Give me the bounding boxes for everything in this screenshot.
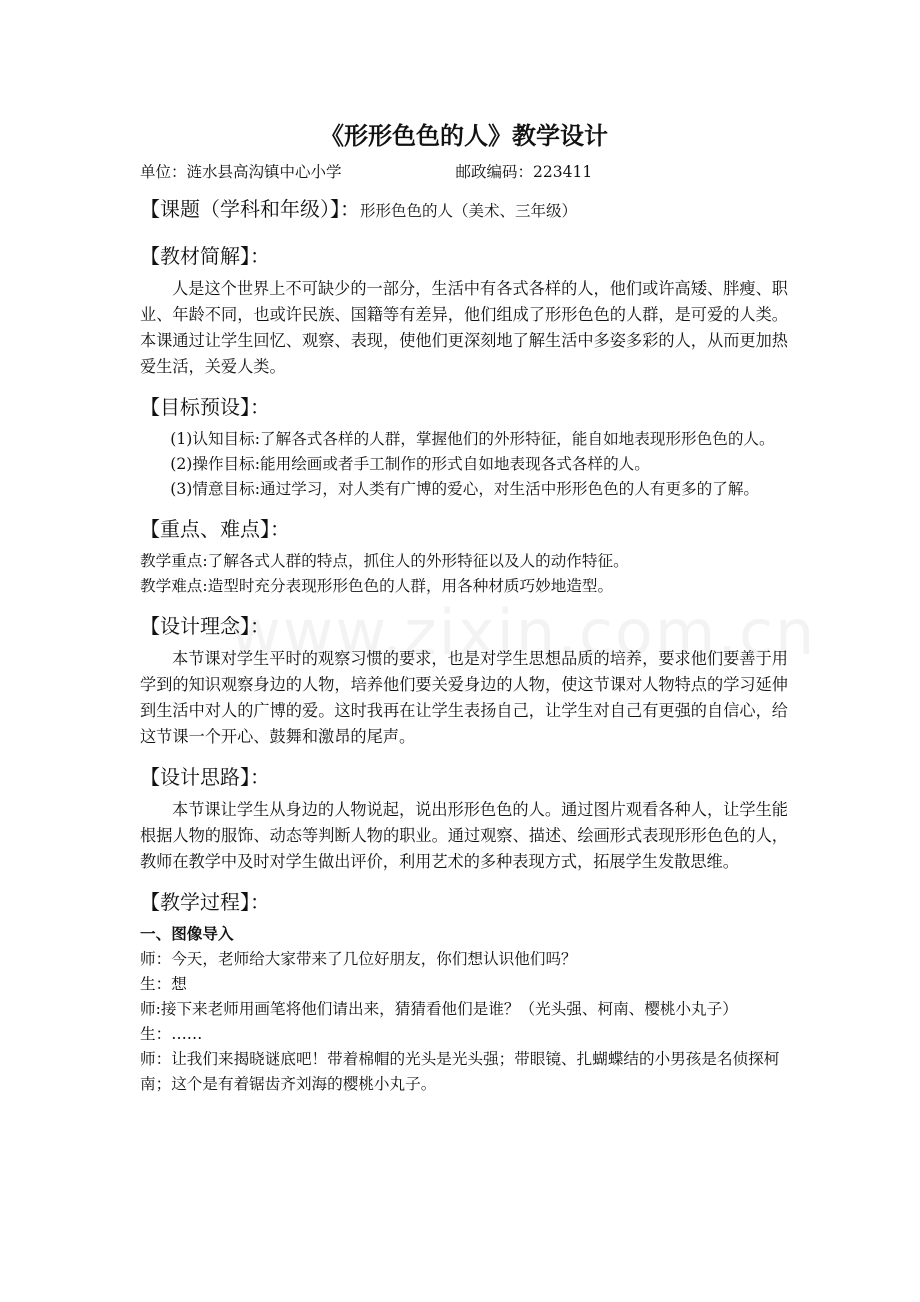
material-paragraph: 人是这个世界上不可缺少的一部分，生活中有各式各样的人，他们或许高矮、胖瘦、职业、年龄不同，也或许民族、国籍等有差异，他们组成了形形色色的人群，是可爱的人类。本课通过让学生回忆、观察、表现，使他们更深刻地了解生活中多姿多彩的人，从而更加热爱生活，关爱人类。 bbox=[140, 279, 788, 376]
goal-label: (3)情意目标: bbox=[170, 480, 260, 498]
teaching-difficulty: 教学难点:造型时充分表现形形色色的人群，用各种材质巧妙地造型。 bbox=[140, 577, 614, 595]
dialogue-line: 师：让我们来揭晓谜底吧！带着棉帽的光头是光头强；带眼镜、扎蝴蝶结的小男孩是名侦探柯南；这个是有着锯齿齐刘海的樱桃小丸子。 bbox=[140, 1050, 780, 1093]
teaching-focus: 教学重点:了解各式人群的特点，抓住人的外形特征以及人的动作特征。 bbox=[140, 552, 629, 570]
unit-text: 单位：涟水县高沟镇中心小学 bbox=[140, 163, 342, 181]
process-subheading: 一、图像导入 bbox=[140, 925, 234, 943]
goal-item bbox=[140, 427, 788, 452]
goal-label: (2)操作目标: bbox=[170, 455, 260, 473]
goal-text: 了解各式各样的人群，掌握他们的外形特征，能自如地表现形形色色的人。 bbox=[260, 430, 775, 448]
key-points-heading: 【重点、难点】： bbox=[140, 517, 290, 541]
goals-heading: 【目标预设】： bbox=[140, 395, 270, 419]
goal-item bbox=[140, 477, 788, 502]
thinking-heading: 【设计思路】： bbox=[140, 765, 270, 789]
goal-label: (1)认知目标: bbox=[170, 430, 260, 448]
topic-heading: 【课题（学科和年级）】： bbox=[140, 197, 360, 221]
process-heading: 【教学过程】： bbox=[140, 890, 270, 914]
material-heading: 【教材简解】： bbox=[140, 244, 270, 268]
topic-line bbox=[140, 191, 788, 229]
goal-text: 能用绘画或者手工制作的形式自如地表现各式各样的人。 bbox=[260, 455, 650, 473]
concept-heading: 【设计理念】： bbox=[140, 614, 270, 638]
concept-paragraph: 本节课对学生平时的观察习惯的要求，也是对学生思想品质的培养，要求他们要善于用学到的知识观察身边的人物，培养他们要关爱身边的人物，使这节课对人物特点的学习延伸到生活中对人的广博的爱。这时我再在让学生表扬自己，让学生对自己有更强的自信心，给这节课一个开心、鼓舞和激昂的尾声。 bbox=[140, 649, 788, 746]
topic-value: 形形色色的人（美术、三年级） bbox=[360, 202, 578, 220]
goals-list bbox=[140, 427, 788, 502]
goal-text: 通过学习，对人类有广博的爱心，对生活中形形色色的人有更多的了解。 bbox=[260, 480, 760, 498]
thinking-paragraph: 本节课让学生从身边的人物说起，说出形形色色的人。通过图片观看各种人，让学生能根据人物的服饰、动态等判断人物的职业。通过观察、描述、绘画形式表现形形色色的人，教师在教学中及时对学生做出评价，利用艺术的多种表现方式，拓展学生发散思维。 bbox=[140, 800, 788, 871]
goal-item bbox=[140, 452, 788, 477]
postal-code-text: 邮政编码：223411 bbox=[455, 163, 593, 181]
dialogue-line: 生：…… bbox=[140, 1025, 203, 1043]
dialogue-line: 师：今天，老师给大家带来了几位好朋友，你们想认识他们吗？ bbox=[140, 950, 577, 968]
dialogue-line: 师:接下来老师用画笔将他们请出来，猜猜看他们是谁？（光头强、柯南、樱桃小丸子） bbox=[140, 1000, 738, 1018]
meta-line bbox=[140, 160, 788, 184]
document-title: 《形形色色的人》教学设计 bbox=[320, 122, 608, 150]
document-page bbox=[140, 118, 788, 1097]
dialogue-line: 生：想 bbox=[140, 975, 187, 993]
